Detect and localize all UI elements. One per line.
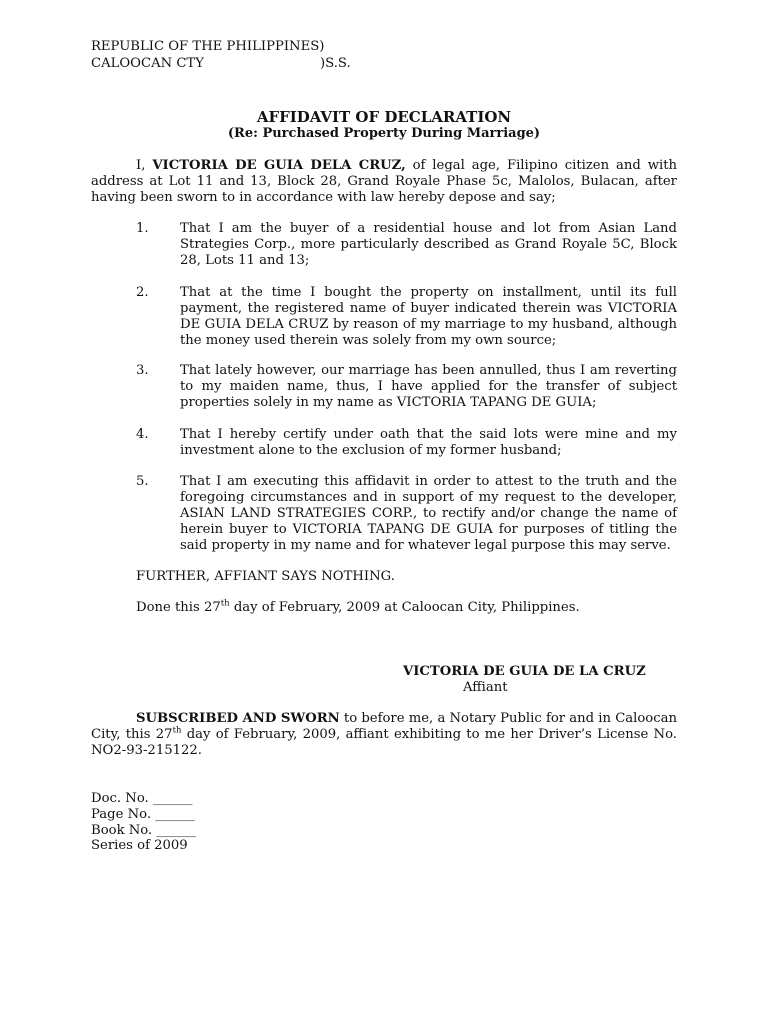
intro-paragraph <box>91 158 677 206</box>
declarant-name: VICTORIA DE GUIA DELA CRUZ, <box>152 158 406 173</box>
done-before: Done this 27 <box>136 600 221 615</box>
jurat-part2: day of February, 2009, affiant exhibiting to me her Driver’s License No. NO2-93-215122. <box>91 727 677 758</box>
signatory-role: Affiant <box>463 680 508 695</box>
item-number: 5. <box>136 474 149 489</box>
header-ss: )S.S. <box>320 56 351 71</box>
intro-text: of legal age, Filipino citizen and with address at Lot 11 and 13, Block 28, Grand Royale Phase 5c, Malolos, Bulacan, after having been sworn to in accordance with law hereby depose and say; <box>91 158 678 205</box>
signatory-name: VICTORIA DE GUIA DE LA CRUZ <box>403 664 646 679</box>
jurat-part1: to before me, a Notary Public for and in Caloocan City, this 27 <box>91 711 677 742</box>
done-line <box>136 600 580 616</box>
further-statement: FURTHER, AFFIANT SAYS NOTHING. <box>136 569 395 584</box>
document-subtitle: (Re: Purchased Property During Marriage) <box>227 126 541 141</box>
jurat-paragraph <box>91 711 677 759</box>
jurat-bold: SUBSCRIBED AND SWORN <box>136 711 340 726</box>
done-after: day of February, 2009 at Caloocan City, Philippines. <box>229 600 580 615</box>
header-city: CALOOCAN CTY <box>91 56 204 71</box>
item-text: That at the time I bought the property on installment, until its full payment, the registered name of buyer indicated therein was VICTORIA DE GUIA DELA CRUZ by reason of my marriage to my husband, although the money used therein was solely from my own source; <box>180 285 677 348</box>
item-text: That I am executing this affidavit in order to attest to the truth and the foregoing circumstances and in support of my request to the developer, ASIAN LAND STRATEGIES CORP., to rectify and/or change the name of herein buyer to VICTORIA TAPANG DE GUIA for purposes of titling the said property in my name and for whatever legal purpose this may serve. <box>180 474 677 553</box>
item-text: That lately however, our marriage has been annulled, thus I am reverting to my maiden name, thus, I have applied for the transfer of subject properties solely in my name as VICTORIA TAPANG DE GUIA; <box>180 363 677 410</box>
item-text: That I hereby certify under oath that the said lots were mine and my investment alone to the exclusion of my former husband; <box>180 427 677 458</box>
document-title: AFFIDAVIT OF DECLARATION <box>256 108 512 126</box>
item-number: 3. <box>136 363 149 378</box>
doc-no: Doc. No. ______ <box>91 791 193 806</box>
item-number: 2. <box>136 285 149 300</box>
header-republic: REPUBLIC OF THE PHILIPPINES) <box>91 39 325 54</box>
item-text: That I am the buyer of a residential house and lot from Asian Land Strategies Corp., more particularly described as Grand Royale 5C, Block 28, Lots 11 and 13; <box>180 221 677 268</box>
item-number: 1. <box>136 221 149 236</box>
book-no: Book No. ______ <box>91 823 196 838</box>
done-sup: th <box>220 598 230 609</box>
jurat-sup: th <box>172 725 182 736</box>
item-number: 4. <box>136 427 149 442</box>
intro-prefix: I, <box>136 158 153 173</box>
series-of: Series of 2009 <box>91 838 188 853</box>
page-no: Page No. ______ <box>91 807 195 822</box>
